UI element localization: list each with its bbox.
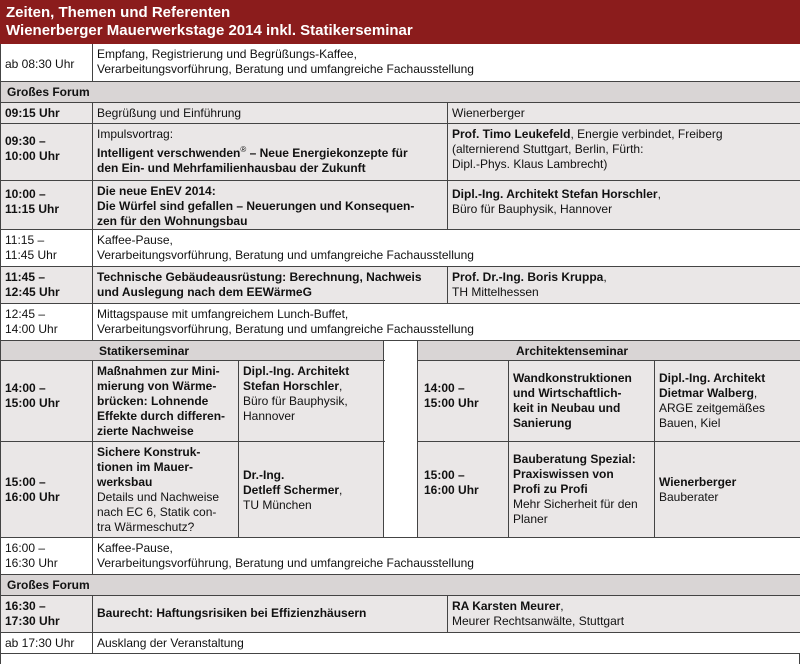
- speaker-name: Prof. Dr.-Ing. Boris Kruppa: [452, 270, 604, 284]
- topic-line: keit in Neubau und: [513, 401, 621, 415]
- topic-line: brücken: Lohnende: [97, 394, 209, 408]
- speaker-line: [452, 270, 797, 285]
- table-row: [1, 230, 800, 266]
- topic-cell: Baurecht: Haftungsrisiken bei Effizienzhäusern: [92, 596, 447, 632]
- topic-text: Intelligent verschwenden: [97, 146, 241, 160]
- table-row: [1, 304, 800, 340]
- topic-line: Verarbeitungsvorführung, Beratung und umfangreiche Fachausstellung: [97, 248, 474, 262]
- speaker-affiliation: , Energie verbindet, Freiberg: [570, 127, 723, 141]
- divider: [1, 653, 800, 654]
- seminar-header-architekten: Architektenseminar: [417, 341, 800, 360]
- speaker-line: Bauberater: [659, 490, 719, 504]
- topic-cell: [92, 538, 800, 574]
- time-cell: [1, 181, 92, 229]
- topic-cell: [92, 44, 800, 81]
- speaker-line: [452, 127, 797, 142]
- time-cell: [418, 442, 508, 537]
- speaker-line: Hannover: [243, 409, 296, 423]
- speaker-line: TH Mittelhessen: [452, 285, 539, 299]
- speaker-cell: [447, 267, 800, 303]
- time-line: 14:00 –: [424, 381, 465, 395]
- topic-line: Planer: [513, 512, 548, 526]
- speaker-affiliation: ,: [560, 599, 564, 613]
- time-cell: [1, 304, 92, 340]
- speaker-suffix: ,: [339, 483, 343, 497]
- topic-line: Die neue EnEV 2014:: [97, 184, 216, 198]
- time-cell: [1, 124, 92, 180]
- time-line: 09:30 –: [5, 134, 46, 148]
- table-row: [1, 124, 800, 180]
- speaker-line: [243, 483, 379, 498]
- topic-line: und Auslegung nach dem EEWärmeG: [97, 285, 312, 299]
- topic-line: Praxiswissen von: [513, 467, 614, 481]
- time-line: 14:00 Uhr: [5, 322, 58, 336]
- topic-line: Sichere Konstruk-: [97, 445, 201, 459]
- table-row: [1, 103, 800, 123]
- topic-text: – Neue Energiekonzepte für: [246, 146, 408, 160]
- topic-cell: [92, 267, 447, 303]
- topic-line: Kaffee-Pause,: [97, 541, 173, 555]
- speaker-name: Detleff Schermer: [243, 483, 340, 497]
- time-cell: [1, 538, 92, 574]
- time-cell: ab 08:30 Uhr: [5, 57, 75, 71]
- statik-session-2: [1, 442, 384, 537]
- architekten-session-1: [417, 361, 800, 441]
- section-header-forum: Großes Forum: [1, 82, 800, 102]
- registered-mark: ®: [240, 145, 247, 154]
- speaker-affiliation: ,: [603, 270, 607, 284]
- speaker-line: TU München: [243, 498, 312, 512]
- speaker-name: Wienerberger: [659, 475, 737, 489]
- topic-line: Mehr Sicherheit für den: [513, 497, 638, 511]
- time-line: 11:45 –: [5, 270, 46, 284]
- table-row: [1, 181, 800, 229]
- topic-cell: [92, 361, 238, 441]
- time-cell: [418, 361, 508, 441]
- topic-line: [97, 142, 443, 161]
- table-row: [1, 538, 800, 574]
- topic-line: Sanierung: [513, 416, 572, 430]
- topic-line: Profi zu Profi: [513, 482, 588, 496]
- speaker-line: Büro für Bauphysik,: [243, 394, 348, 408]
- speaker-name: Dipl.-Ing. Architekt: [243, 364, 350, 378]
- time-line: 15:00 –: [424, 468, 465, 482]
- time-line: 12:45 Uhr: [5, 285, 60, 299]
- time-cell: [1, 230, 92, 266]
- speaker-cell: [238, 442, 384, 537]
- topic-line: tra Wärmeschutz?: [97, 520, 195, 534]
- time-line: 16:30 Uhr: [5, 556, 58, 570]
- topic-line: Impulsvortrag:: [97, 127, 174, 141]
- topic-line: zierte Nachweise: [97, 424, 194, 438]
- speaker-name: RA Karsten Meurer: [452, 599, 561, 613]
- time-cell: [1, 267, 92, 303]
- time-cell: [1, 596, 92, 632]
- schedule-title: [0, 0, 800, 44]
- time-cell: [1, 361, 92, 441]
- topic-line: Verarbeitungsvorführung, Beratung und umfangreiche Fachausstellung: [97, 556, 474, 570]
- topic-cell: [92, 442, 238, 537]
- speaker-line: Büro für Bauphysik, Hannover: [452, 202, 613, 216]
- speaker-line: Dipl.-Phys. Klaus Lambrecht): [452, 157, 608, 171]
- speaker-line: Meurer Rechtsanwälte, Stuttgart: [452, 614, 625, 628]
- topic-cell: [508, 442, 654, 537]
- speaker-name: Dipl.-Ing. Architekt Stefan Horschler: [452, 187, 658, 201]
- topic-cell: Begrüßung und Einführung: [92, 103, 447, 123]
- speaker-name: Dietmar Walberg: [659, 386, 754, 400]
- title-line-1: Zeiten, Themen und Referenten: [6, 4, 231, 21]
- time-line: 16:00 Uhr: [424, 483, 479, 497]
- speaker-line: ARGE zeitgemäßes: [659, 401, 766, 415]
- topic-cell: [92, 124, 447, 180]
- topic-line: Wandkonstruktionen: [513, 371, 632, 385]
- topic-line: Technische Gebäudeausrüstung: Berechnung, Nachweis: [97, 270, 422, 284]
- topic-line: Details und Nachweise: [97, 490, 220, 504]
- time-line: 11:15 –: [5, 233, 45, 247]
- topic-line: Effekte durch differen-: [97, 409, 226, 423]
- section-header-forum: Großes Forum: [1, 575, 800, 595]
- time-line: 12:45 –: [5, 307, 46, 321]
- seminar-block: [1, 341, 800, 537]
- speaker-name: Prof. Timo Leukefeld: [452, 127, 571, 141]
- speaker-line: (alternierend Stuttgart, Berlin, Fürth:: [452, 142, 644, 156]
- time-line: 17:30 Uhr: [5, 614, 60, 628]
- time-line: 15:00 –: [5, 475, 46, 489]
- speaker-suffix: ,: [753, 386, 758, 400]
- topic-line: Bauberatung Spezial:: [513, 452, 636, 466]
- topic-cell: [92, 230, 800, 266]
- table-row: [1, 633, 800, 653]
- speaker-name: Stefan Horschler: [243, 379, 340, 393]
- topic-line: nach EC 6, Statik con-: [97, 505, 217, 519]
- speaker-cell: [238, 361, 384, 441]
- speaker-line: [452, 599, 797, 614]
- topic-line: Verarbeitungsvorführung, Beratung und umfangreiche Fachausstellung: [97, 62, 474, 76]
- topic-line: Mittagspause mit umfangreichem Lunch-Buffet,: [97, 307, 349, 321]
- speaker-name: Dr.-Ing.: [243, 468, 285, 482]
- topic-cell: [508, 361, 654, 441]
- topic-line: tionen im Mauer-: [97, 460, 194, 474]
- seminar-header-statik: Statikerseminar: [1, 341, 384, 360]
- table-row: [1, 267, 800, 303]
- speaker-line: [659, 386, 797, 401]
- topic-line: Empfang, Registrierung und Begrüßungs-Kaffee,: [97, 47, 357, 61]
- topic-cell: [92, 304, 800, 340]
- topic-line: werksbau: [97, 475, 153, 489]
- time-line: 16:00 Uhr: [5, 490, 60, 504]
- topic-line: Kaffee-Pause,: [97, 233, 173, 247]
- speaker-suffix: ,: [339, 379, 343, 393]
- topic-line: Die Würfel sind gefallen – Neuerungen und Konsequen-: [97, 199, 415, 213]
- speaker-cell: [447, 124, 800, 180]
- time-line: 10:00 Uhr: [5, 149, 60, 163]
- speaker-cell: Wienerberger: [447, 103, 800, 123]
- topic-line: den Ein- und Mehrfamilienhausbau der Zukunft: [97, 161, 366, 175]
- time-line: 16:00 –: [5, 541, 46, 555]
- topic-line: mierung von Wärme-: [97, 379, 217, 393]
- topic-line: Verarbeitungsvorführung, Beratung und umfangreiche Fachausstellung: [97, 322, 474, 336]
- architekten-session-2: [417, 442, 800, 537]
- topic-line: zen für den Wohnungsbau: [97, 214, 248, 228]
- time-line: 15:00 Uhr: [5, 396, 60, 410]
- table-row: [1, 44, 800, 81]
- speaker-name: Dipl.-Ing. Architekt: [659, 371, 766, 385]
- speaker-line: [243, 379, 379, 394]
- time-line: 15:00 Uhr: [424, 396, 479, 410]
- speaker-cell: [447, 181, 800, 229]
- speaker-line: Bauen, Kiel: [659, 416, 721, 430]
- statik-session-1: [1, 361, 384, 441]
- time-line: 10:00 –: [5, 187, 46, 201]
- speaker-cell: [654, 442, 800, 537]
- time-line: 14:00 –: [5, 381, 46, 395]
- time-cell: ab 17:30 Uhr: [5, 636, 75, 650]
- topic-line: und Wirtschaftlich-: [513, 386, 622, 400]
- topic-line: Maßnahmen zur Mini-: [97, 364, 220, 378]
- topic-cell: Ausklang der Veranstaltung: [92, 633, 800, 653]
- table-row: [1, 596, 800, 632]
- time-line: 11:45 Uhr: [5, 248, 57, 262]
- speaker-line: [452, 187, 797, 202]
- title-line-2: Wienerberger Mauerwerkstage 2014 inkl. Statikerseminar: [6, 22, 413, 39]
- schedule-table: [0, 44, 800, 664]
- speaker-cell: [447, 596, 800, 632]
- speaker-cell: [654, 361, 800, 441]
- topic-cell: [92, 181, 447, 229]
- time-cell: [1, 442, 92, 537]
- time-line: 11:15 Uhr: [5, 202, 60, 216]
- speaker-affiliation: ,: [657, 187, 661, 201]
- time-cell: 09:15 Uhr: [5, 106, 60, 120]
- time-line: 16:30 –: [5, 599, 46, 613]
